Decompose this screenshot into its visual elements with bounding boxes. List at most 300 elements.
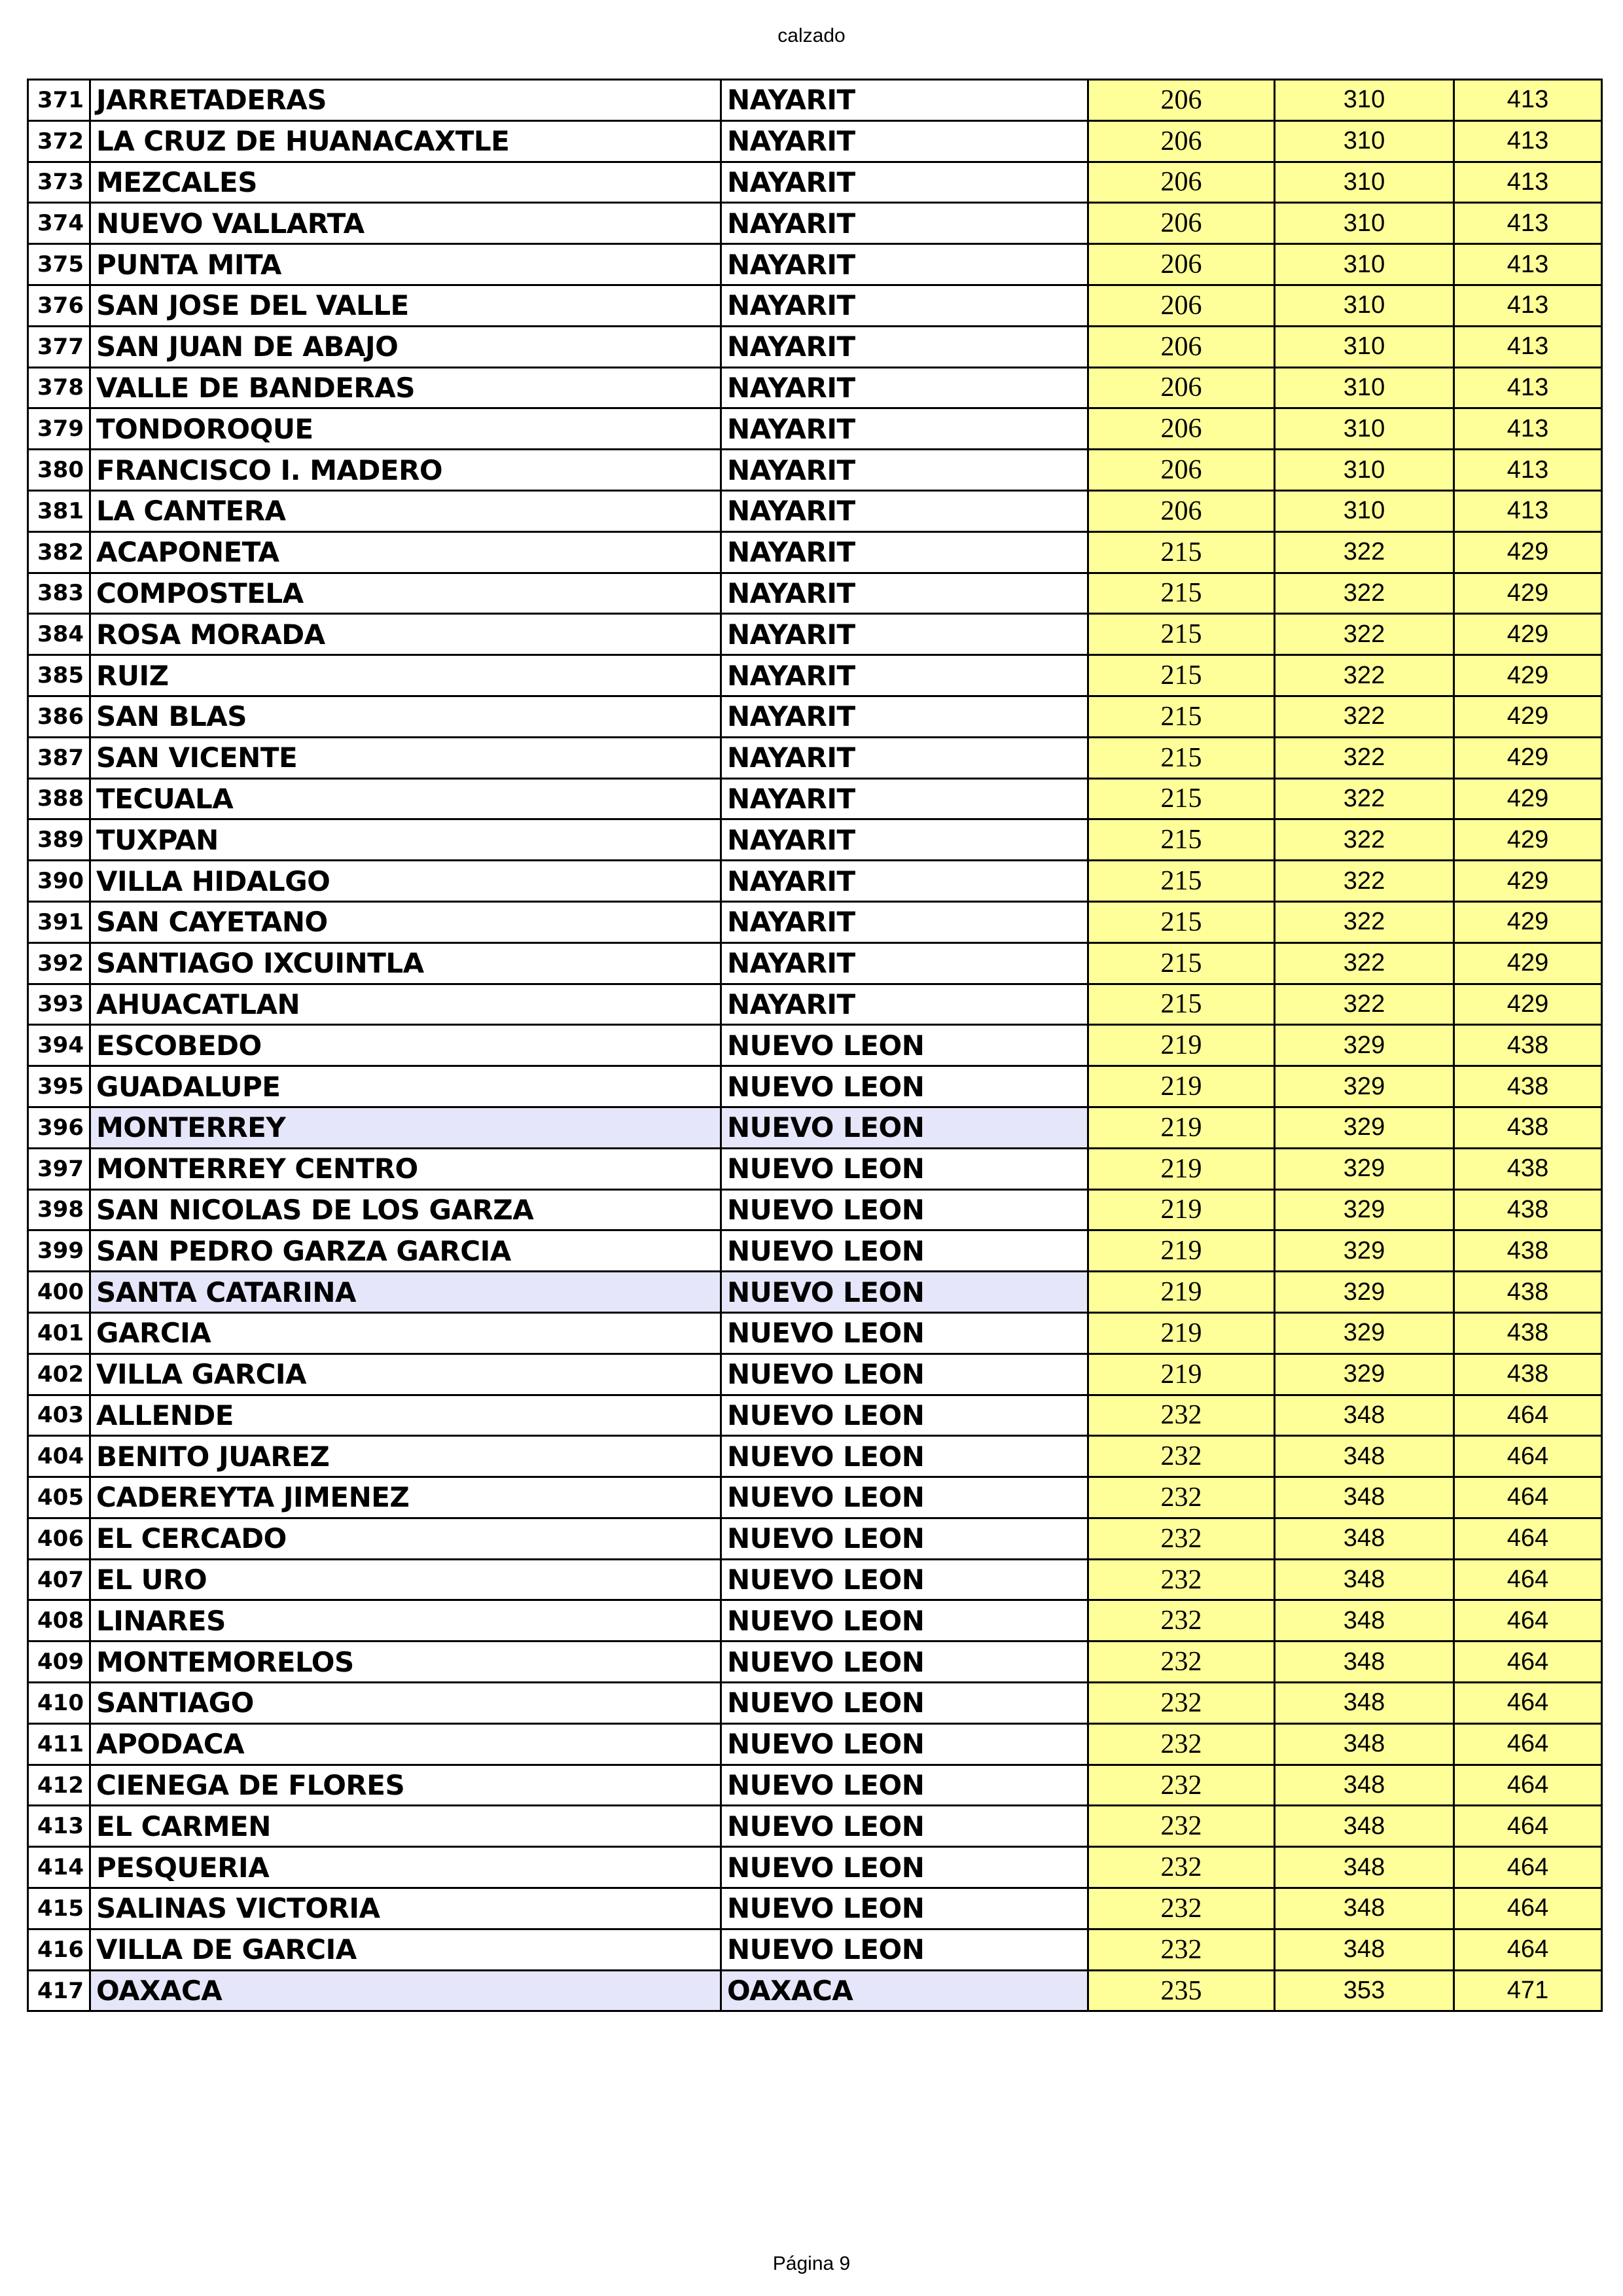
value-3-cell: 429	[1454, 737, 1602, 778]
value-3-cell: 464	[1454, 1723, 1602, 1765]
value-3-cell: 471	[1454, 1970, 1602, 2011]
locality-cell: PESQUERIA	[90, 1847, 721, 1888]
value-1-cell: 215	[1088, 778, 1275, 819]
value-2-cell: 329	[1275, 1025, 1454, 1066]
value-2-cell: 322	[1275, 984, 1454, 1025]
value-3-cell: 413	[1454, 203, 1602, 244]
table-row	[28, 162, 1602, 203]
locality-cell: MONTERREY	[90, 1107, 721, 1148]
state-cell: NUEVO LEON	[721, 1683, 1088, 1724]
value-2-cell: 310	[1275, 326, 1454, 367]
locality-cell: RUIZ	[90, 655, 721, 696]
locality-cell: JARRETADERAS	[90, 80, 721, 121]
row-number: 372	[28, 120, 90, 162]
table-row	[28, 819, 1602, 861]
value-2-cell: 348	[1275, 1436, 1454, 1477]
state-cell: NAYARIT	[721, 861, 1088, 902]
locality-cell: GARCIA	[90, 1312, 721, 1354]
value-3-cell: 464	[1454, 1806, 1602, 1847]
locality-cell: VILLA GARCIA	[90, 1354, 721, 1395]
value-1-cell: 215	[1088, 901, 1275, 942]
row-number: 411	[28, 1723, 90, 1765]
value-3-cell: 413	[1454, 450, 1602, 491]
row-number: 382	[28, 531, 90, 573]
value-1-cell: 206	[1088, 80, 1275, 121]
value-2-cell: 322	[1275, 942, 1454, 984]
value-3-cell: 464	[1454, 1559, 1602, 1600]
state-cell: NAYARIT	[721, 162, 1088, 203]
table-row	[28, 367, 1602, 408]
value-2-cell: 348	[1275, 1683, 1454, 1724]
row-number: 396	[28, 1107, 90, 1148]
locality-cell: MONTEMORELOS	[90, 1641, 721, 1683]
value-2-cell: 348	[1275, 1518, 1454, 1559]
state-cell: NAYARIT	[721, 819, 1088, 861]
state-cell: NUEVO LEON	[721, 1436, 1088, 1477]
state-cell: NUEVO LEON	[721, 1312, 1088, 1354]
table-row	[28, 1970, 1602, 2011]
state-cell: NAYARIT	[721, 367, 1088, 408]
value-3-cell: 429	[1454, 696, 1602, 737]
table-row	[28, 408, 1602, 450]
table-row	[28, 737, 1602, 778]
locality-cell: BENITO JUAREZ	[90, 1436, 721, 1477]
value-2-cell: 353	[1275, 1970, 1454, 2011]
table-row	[28, 1230, 1602, 1272]
page-header: calzado	[777, 25, 846, 46]
locality-cell: SANTA CATARINA	[90, 1272, 721, 1313]
row-number: 412	[28, 1765, 90, 1806]
table-row	[28, 326, 1602, 367]
value-2-cell: 310	[1275, 162, 1454, 203]
state-cell: NAYARIT	[721, 614, 1088, 655]
row-number: 380	[28, 450, 90, 491]
locality-cell: ROSA MORADA	[90, 614, 721, 655]
row-number: 401	[28, 1312, 90, 1354]
value-3-cell: 464	[1454, 1518, 1602, 1559]
value-1-cell: 219	[1088, 1354, 1275, 1395]
value-1-cell: 232	[1088, 1395, 1275, 1436]
table-row	[28, 244, 1602, 285]
value-3-cell: 429	[1454, 531, 1602, 573]
value-3-cell: 438	[1454, 1189, 1602, 1230]
state-cell: NAYARIT	[721, 203, 1088, 244]
locality-cell: EL CERCADO	[90, 1518, 721, 1559]
value-3-cell: 413	[1454, 162, 1602, 203]
locality-cell: EL URO	[90, 1559, 721, 1600]
value-2-cell: 348	[1275, 1559, 1454, 1600]
value-1-cell: 215	[1088, 614, 1275, 655]
row-number: 377	[28, 326, 90, 367]
value-3-cell: 464	[1454, 1683, 1602, 1724]
value-1-cell: 232	[1088, 1600, 1275, 1641]
table-row	[28, 1765, 1602, 1806]
table-row	[28, 1025, 1602, 1066]
locality-cell: SAN JOSE DEL VALLE	[90, 285, 721, 326]
state-cell: NUEVO LEON	[721, 1888, 1088, 1929]
table-row	[28, 1683, 1602, 1724]
locality-cell: MONTERREY CENTRO	[90, 1148, 721, 1189]
state-cell: NAYARIT	[721, 942, 1088, 984]
table-row	[28, 1518, 1602, 1559]
value-3-cell: 438	[1454, 1272, 1602, 1313]
table-row	[28, 1641, 1602, 1683]
value-2-cell: 322	[1275, 861, 1454, 902]
value-2-cell: 310	[1275, 367, 1454, 408]
value-3-cell: 464	[1454, 1765, 1602, 1806]
state-cell: NAYARIT	[721, 120, 1088, 162]
value-3-cell: 438	[1454, 1066, 1602, 1107]
value-1-cell: 215	[1088, 737, 1275, 778]
value-1-cell: 206	[1088, 120, 1275, 162]
value-3-cell: 438	[1454, 1148, 1602, 1189]
state-cell: NAYARIT	[721, 450, 1088, 491]
table-row	[28, 1436, 1602, 1477]
state-cell: NUEVO LEON	[721, 1929, 1088, 1970]
locality-cell: EL CARMEN	[90, 1806, 721, 1847]
value-1-cell: 219	[1088, 1066, 1275, 1107]
state-cell: NAYARIT	[721, 244, 1088, 285]
state-cell: NAYARIT	[721, 80, 1088, 121]
value-3-cell: 413	[1454, 244, 1602, 285]
row-number: 392	[28, 942, 90, 984]
value-2-cell: 322	[1275, 819, 1454, 861]
value-1-cell: 232	[1088, 1723, 1275, 1765]
locality-cell: ESCOBEDO	[90, 1025, 721, 1066]
value-1-cell: 206	[1088, 162, 1275, 203]
row-number: 388	[28, 778, 90, 819]
locality-cell: VILLA DE GARCIA	[90, 1929, 721, 1970]
table-row	[28, 120, 1602, 162]
table-row	[28, 861, 1602, 902]
value-1-cell: 232	[1088, 1477, 1275, 1518]
state-cell: NUEVO LEON	[721, 1641, 1088, 1683]
state-cell: NUEVO LEON	[721, 1765, 1088, 1806]
table-row	[28, 1559, 1602, 1600]
value-2-cell: 310	[1275, 244, 1454, 285]
locality-cell: GUADALUPE	[90, 1066, 721, 1107]
value-3-cell: 429	[1454, 901, 1602, 942]
value-2-cell: 329	[1275, 1312, 1454, 1354]
row-number: 391	[28, 901, 90, 942]
value-2-cell: 310	[1275, 80, 1454, 121]
state-cell: NUEVO LEON	[721, 1230, 1088, 1272]
state-cell: NAYARIT	[721, 655, 1088, 696]
state-cell: NAYARIT	[721, 531, 1088, 573]
table-row	[28, 942, 1602, 984]
state-cell: NAYARIT	[721, 696, 1088, 737]
price-table	[27, 79, 1603, 2012]
table-row	[28, 80, 1602, 121]
value-2-cell: 322	[1275, 696, 1454, 737]
value-1-cell: 232	[1088, 1888, 1275, 1929]
row-number: 403	[28, 1395, 90, 1436]
table-row	[28, 1888, 1602, 1929]
table-row	[28, 1806, 1602, 1847]
value-1-cell: 206	[1088, 450, 1275, 491]
value-2-cell: 322	[1275, 531, 1454, 573]
value-3-cell: 413	[1454, 367, 1602, 408]
value-2-cell: 348	[1275, 1395, 1454, 1436]
value-3-cell: 413	[1454, 120, 1602, 162]
locality-cell: LA CANTERA	[90, 490, 721, 531]
locality-cell: SAN JUAN DE ABAJO	[90, 326, 721, 367]
value-1-cell: 232	[1088, 1806, 1275, 1847]
value-1-cell: 215	[1088, 861, 1275, 902]
value-2-cell: 310	[1275, 120, 1454, 162]
value-1-cell: 215	[1088, 942, 1275, 984]
value-2-cell: 329	[1275, 1148, 1454, 1189]
row-number: 414	[28, 1847, 90, 1888]
state-cell: NUEVO LEON	[721, 1723, 1088, 1765]
row-number: 405	[28, 1477, 90, 1518]
page-number: Página 9	[772, 2253, 851, 2274]
locality-cell: SAN BLAS	[90, 696, 721, 737]
row-number: 413	[28, 1806, 90, 1847]
table-row	[28, 1929, 1602, 1970]
row-number: 409	[28, 1641, 90, 1683]
row-number: 410	[28, 1683, 90, 1724]
table-row	[28, 1395, 1602, 1436]
row-number: 404	[28, 1436, 90, 1477]
value-3-cell: 429	[1454, 942, 1602, 984]
state-cell: NUEVO LEON	[721, 1066, 1088, 1107]
value-2-cell: 329	[1275, 1230, 1454, 1272]
row-number: 394	[28, 1025, 90, 1066]
value-1-cell: 215	[1088, 655, 1275, 696]
value-3-cell: 429	[1454, 778, 1602, 819]
value-2-cell: 348	[1275, 1888, 1454, 1929]
row-number: 417	[28, 1970, 90, 2011]
locality-cell: TECUALA	[90, 778, 721, 819]
row-number: 371	[28, 80, 90, 121]
locality-cell: MEZCALES	[90, 162, 721, 203]
value-1-cell: 219	[1088, 1148, 1275, 1189]
row-number: 408	[28, 1600, 90, 1641]
table-row	[28, 573, 1602, 614]
value-1-cell: 219	[1088, 1189, 1275, 1230]
value-1-cell: 219	[1088, 1272, 1275, 1313]
value-3-cell: 429	[1454, 614, 1602, 655]
value-2-cell: 329	[1275, 1354, 1454, 1395]
locality-cell: SAN NICOLAS DE LOS GARZA	[90, 1189, 721, 1230]
state-cell: NUEVO LEON	[721, 1148, 1088, 1189]
value-3-cell: 429	[1454, 573, 1602, 614]
table-row	[28, 285, 1602, 326]
table-row	[28, 1354, 1602, 1395]
value-2-cell: 329	[1275, 1066, 1454, 1107]
value-1-cell: 232	[1088, 1683, 1275, 1724]
row-number: 376	[28, 285, 90, 326]
value-3-cell: 464	[1454, 1600, 1602, 1641]
value-3-cell: 464	[1454, 1847, 1602, 1888]
row-number: 384	[28, 614, 90, 655]
value-3-cell: 438	[1454, 1107, 1602, 1148]
row-number: 397	[28, 1148, 90, 1189]
value-2-cell: 310	[1275, 408, 1454, 450]
value-3-cell: 438	[1454, 1230, 1602, 1272]
value-1-cell: 232	[1088, 1559, 1275, 1600]
row-number: 400	[28, 1272, 90, 1313]
locality-cell: PUNTA MITA	[90, 244, 721, 285]
table-row	[28, 490, 1602, 531]
value-3-cell: 464	[1454, 1477, 1602, 1518]
value-2-cell: 322	[1275, 573, 1454, 614]
state-cell: NAYARIT	[721, 326, 1088, 367]
state-cell: NAYARIT	[721, 408, 1088, 450]
value-1-cell: 206	[1088, 203, 1275, 244]
locality-cell: TONDOROQUE	[90, 408, 721, 450]
row-number: 387	[28, 737, 90, 778]
locality-cell: CIENEGA DE FLORES	[90, 1765, 721, 1806]
table-row	[28, 1189, 1602, 1230]
value-1-cell: 206	[1088, 285, 1275, 326]
row-number: 379	[28, 408, 90, 450]
value-3-cell: 438	[1454, 1354, 1602, 1395]
table-row	[28, 655, 1602, 696]
value-2-cell: 348	[1275, 1477, 1454, 1518]
value-2-cell: 322	[1275, 778, 1454, 819]
value-1-cell: 232	[1088, 1641, 1275, 1683]
value-1-cell: 206	[1088, 244, 1275, 285]
row-number: 393	[28, 984, 90, 1025]
table-row	[28, 614, 1602, 655]
table-row	[28, 1272, 1602, 1313]
value-2-cell: 322	[1275, 614, 1454, 655]
locality-cell: SAN PEDRO GARZA GARCIA	[90, 1230, 721, 1272]
locality-cell: LINARES	[90, 1600, 721, 1641]
table-row	[28, 203, 1602, 244]
row-number: 389	[28, 819, 90, 861]
locality-cell: ALLENDE	[90, 1395, 721, 1436]
locality-cell: SANTIAGO IXCUINTLA	[90, 942, 721, 984]
row-number: 373	[28, 162, 90, 203]
value-1-cell: 215	[1088, 531, 1275, 573]
table-row	[28, 1066, 1602, 1107]
state-cell: NAYARIT	[721, 778, 1088, 819]
value-3-cell: 429	[1454, 819, 1602, 861]
state-cell: NAYARIT	[721, 901, 1088, 942]
state-cell: NAYARIT	[721, 285, 1088, 326]
value-1-cell: 232	[1088, 1929, 1275, 1970]
value-3-cell: 464	[1454, 1888, 1602, 1929]
value-3-cell: 464	[1454, 1929, 1602, 1970]
state-cell: NUEVO LEON	[721, 1107, 1088, 1148]
table-row	[28, 696, 1602, 737]
value-3-cell: 413	[1454, 490, 1602, 531]
row-number: 406	[28, 1518, 90, 1559]
table-row	[28, 1107, 1602, 1148]
value-3-cell: 438	[1454, 1025, 1602, 1066]
value-3-cell: 438	[1454, 1312, 1602, 1354]
value-1-cell: 232	[1088, 1436, 1275, 1477]
locality-cell: SAN VICENTE	[90, 737, 721, 778]
value-1-cell: 232	[1088, 1518, 1275, 1559]
value-1-cell: 215	[1088, 819, 1275, 861]
value-3-cell: 464	[1454, 1395, 1602, 1436]
state-cell: NUEVO LEON	[721, 1518, 1088, 1559]
state-cell: NUEVO LEON	[721, 1354, 1088, 1395]
value-1-cell: 232	[1088, 1847, 1275, 1888]
state-cell: OAXACA	[721, 1970, 1088, 2011]
value-2-cell: 348	[1275, 1600, 1454, 1641]
table-row	[28, 778, 1602, 819]
value-1-cell: 232	[1088, 1765, 1275, 1806]
table-row	[28, 1600, 1602, 1641]
value-2-cell: 322	[1275, 737, 1454, 778]
value-1-cell: 219	[1088, 1312, 1275, 1354]
value-2-cell: 329	[1275, 1189, 1454, 1230]
table-row	[28, 1847, 1602, 1888]
state-cell: NUEVO LEON	[721, 1559, 1088, 1600]
value-3-cell: 413	[1454, 285, 1602, 326]
row-number: 390	[28, 861, 90, 902]
table-body	[28, 80, 1602, 2011]
value-3-cell: 413	[1454, 408, 1602, 450]
locality-cell: APODACA	[90, 1723, 721, 1765]
state-cell: NUEVO LEON	[721, 1189, 1088, 1230]
locality-cell: ACAPONETA	[90, 531, 721, 573]
table-row	[28, 984, 1602, 1025]
value-3-cell: 464	[1454, 1436, 1602, 1477]
table-row	[28, 901, 1602, 942]
value-1-cell: 206	[1088, 490, 1275, 531]
value-2-cell: 329	[1275, 1272, 1454, 1313]
row-number: 375	[28, 244, 90, 285]
state-cell: NUEVO LEON	[721, 1477, 1088, 1518]
state-cell: NUEVO LEON	[721, 1395, 1088, 1436]
locality-cell: LA CRUZ DE HUANACAXTLE	[90, 120, 721, 162]
value-2-cell: 310	[1275, 203, 1454, 244]
value-3-cell: 429	[1454, 984, 1602, 1025]
value-3-cell: 429	[1454, 655, 1602, 696]
value-1-cell: 206	[1088, 367, 1275, 408]
value-3-cell: 413	[1454, 80, 1602, 121]
value-2-cell: 310	[1275, 490, 1454, 531]
state-cell: NUEVO LEON	[721, 1847, 1088, 1888]
row-number: 415	[28, 1888, 90, 1929]
state-cell: NAYARIT	[721, 490, 1088, 531]
table-row	[28, 1477, 1602, 1518]
row-number: 378	[28, 367, 90, 408]
row-number: 383	[28, 573, 90, 614]
row-number: 398	[28, 1189, 90, 1230]
row-number: 399	[28, 1230, 90, 1272]
locality-cell: AHUACATLAN	[90, 984, 721, 1025]
value-2-cell: 310	[1275, 285, 1454, 326]
locality-cell: SALINAS VICTORIA	[90, 1888, 721, 1929]
locality-cell: FRANCISCO I. MADERO	[90, 450, 721, 491]
value-1-cell: 219	[1088, 1107, 1275, 1148]
locality-cell: CADEREYTA JIMENEZ	[90, 1477, 721, 1518]
row-number: 402	[28, 1354, 90, 1395]
table-row	[28, 450, 1602, 491]
value-2-cell: 348	[1275, 1806, 1454, 1847]
state-cell: NUEVO LEON	[721, 1025, 1088, 1066]
value-1-cell: 215	[1088, 573, 1275, 614]
value-3-cell: 413	[1454, 326, 1602, 367]
locality-cell: VALLE DE BANDERAS	[90, 367, 721, 408]
state-cell: NAYARIT	[721, 984, 1088, 1025]
state-cell: NUEVO LEON	[721, 1600, 1088, 1641]
value-2-cell: 348	[1275, 1765, 1454, 1806]
value-3-cell: 464	[1454, 1641, 1602, 1683]
value-2-cell: 310	[1275, 450, 1454, 491]
value-1-cell: 206	[1088, 326, 1275, 367]
row-number: 407	[28, 1559, 90, 1600]
value-1-cell: 206	[1088, 408, 1275, 450]
locality-cell: SAN CAYETANO	[90, 901, 721, 942]
